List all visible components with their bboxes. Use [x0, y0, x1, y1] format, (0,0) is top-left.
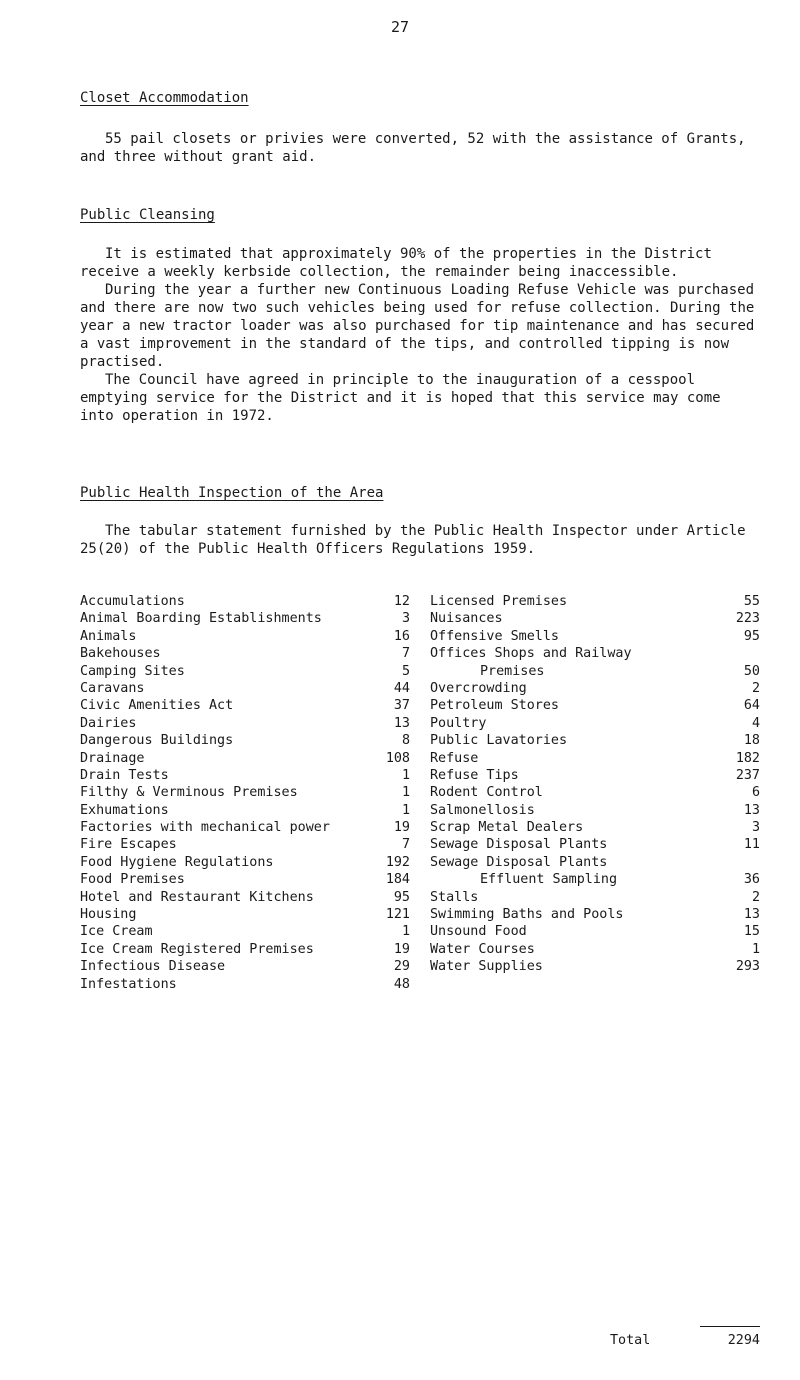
- row-label: Bakehouses: [80, 646, 161, 662]
- row-label: Water Courses: [430, 941, 535, 957]
- table-row: [430, 767, 760, 784]
- table-row: [430, 610, 760, 627]
- table-row: [430, 680, 760, 697]
- row-value: 7: [401, 646, 410, 662]
- row-value: 223: [735, 611, 760, 627]
- table-row: [430, 941, 760, 958]
- cleansing-heading: Public Cleansing: [80, 207, 215, 223]
- row-label: Drain Tests: [80, 767, 169, 783]
- total-row: [430, 1332, 760, 1349]
- table-row: [430, 715, 760, 732]
- row-value: 19: [393, 820, 410, 836]
- cleansing-paragraph-3: The Council have agreed in principle to the inauguration of a cesspool emptying service for the District and it is hoped that this service may come into operation in 1972.: [80, 372, 721, 424]
- row-value: 13: [743, 802, 760, 818]
- row-value: 19: [393, 941, 410, 957]
- row-value: 184: [385, 872, 410, 888]
- row-value: 182: [735, 750, 760, 766]
- cleansing-body: [80, 245, 760, 425]
- row-label: Swimming Baths and Pools: [430, 907, 624, 923]
- table-row: [430, 628, 760, 645]
- table-row: [80, 680, 410, 697]
- row-value: 3: [751, 820, 760, 836]
- table-row: [430, 923, 760, 940]
- row-label: Petroleum Stores: [430, 698, 559, 714]
- row-value: 13: [393, 715, 410, 731]
- table-row: [80, 906, 410, 923]
- row-value: 2: [751, 889, 760, 905]
- row-label: Drainage: [80, 750, 145, 766]
- row-label: Offensive Smells: [430, 628, 559, 644]
- row-label: Food Hygiene Regulations: [80, 854, 274, 870]
- table-row: [80, 958, 410, 975]
- row-label: Caravans: [80, 680, 145, 696]
- cleansing-paragraph-2: During the year a further new Continuous Loading Refuse Vehicle was purchased and there are now two such vehicles being used for refuse collection. During the year a new tractor loader was also purchased for tip maintenance and has secured a vast improvement in the standard of the tips, and controlled tipping is now practised.: [80, 282, 755, 370]
- table-row: [430, 889, 760, 906]
- row-value: 293: [735, 959, 760, 975]
- table-row: [430, 697, 760, 714]
- row-label: Sewage Disposal Plants: [430, 837, 608, 853]
- table-row: [430, 906, 760, 923]
- row-label: Refuse Tips: [430, 767, 519, 783]
- table-row: [80, 610, 410, 627]
- total-label: Total: [610, 1333, 651, 1348]
- table-row: [430, 750, 760, 767]
- row-value: 8: [401, 733, 410, 749]
- row-label: Infectious Disease: [80, 959, 226, 975]
- row-label: Food Premises: [80, 872, 185, 888]
- row-label: Public Lavatories: [430, 733, 568, 749]
- row-value: 2: [751, 680, 760, 696]
- row-label: Overcrowding: [430, 680, 527, 696]
- row-value: 50: [743, 663, 760, 679]
- closet-body: [80, 130, 760, 166]
- row-value: 6: [751, 785, 760, 801]
- table-row: [80, 767, 410, 784]
- row-label: Exhumations: [80, 802, 169, 818]
- row-label: Sewage Disposal Plants: [430, 854, 608, 870]
- row-value: 4: [751, 715, 760, 731]
- table-row: [430, 854, 760, 871]
- row-label: Camping Sites: [80, 663, 185, 679]
- row-label: Unsound Food: [430, 924, 527, 940]
- row-value: 44: [393, 680, 410, 696]
- closet-heading: Closet Accommodation: [80, 90, 249, 106]
- table-row: [80, 732, 410, 749]
- table-row: [80, 819, 410, 836]
- row-label: Rodent Control: [430, 785, 543, 801]
- row-label: Accumulations: [80, 594, 185, 609]
- row-label: Civic Amenities Act: [80, 698, 234, 714]
- row-value: 3: [401, 611, 410, 627]
- row-label: Ice Cream: [80, 924, 153, 940]
- inspection-body: [80, 522, 760, 558]
- table-row: [80, 628, 410, 645]
- row-value: 192: [385, 854, 410, 870]
- table-row: [430, 663, 760, 680]
- row-label: Fire Escapes: [80, 837, 177, 853]
- table-row: [80, 645, 410, 662]
- row-value: 37: [393, 698, 410, 714]
- row-value: 95: [743, 628, 760, 644]
- page-number: 27: [390, 18, 410, 36]
- row-value: 5: [401, 663, 410, 679]
- table-row: [430, 784, 760, 801]
- table-row: [80, 923, 410, 940]
- row-value: 108: [385, 750, 410, 766]
- row-value: 121: [385, 907, 410, 923]
- row-value: 1: [401, 924, 410, 940]
- row-value: 1: [751, 941, 760, 957]
- table-row: [430, 802, 760, 819]
- row-value: 1: [401, 767, 410, 783]
- total-rule: [700, 1326, 760, 1327]
- row-label: Offices Shops and Railway: [430, 646, 632, 662]
- table-row: [80, 784, 410, 801]
- closet-paragraph: 55 pail closets or privies were converted, 52 with the assistance of Grants, and three without grant aid.: [80, 131, 746, 165]
- row-value: 11: [743, 837, 760, 853]
- row-label: Ice Cream Registered Premises: [80, 941, 314, 957]
- table-row: [80, 854, 410, 871]
- row-value: 16: [393, 628, 410, 644]
- table-row: [80, 976, 410, 993]
- row-label: Water Supplies: [430, 959, 543, 975]
- row-value: 36: [743, 872, 760, 888]
- row-value: 12: [393, 594, 410, 609]
- row-value: 1: [401, 785, 410, 801]
- table-row: [80, 750, 410, 767]
- row-label: Poultry: [430, 715, 487, 731]
- table-row: [80, 593, 410, 610]
- row-label: Salmonellosis: [430, 802, 535, 818]
- table-row: [80, 889, 410, 906]
- row-label: Infestations: [80, 976, 177, 992]
- row-label: Refuse: [430, 750, 479, 766]
- table-row: [80, 715, 410, 732]
- table-row: [430, 732, 760, 749]
- row-value: 95: [393, 889, 410, 905]
- row-label: Effluent Sampling: [480, 872, 618, 888]
- row-label: Filthy & Verminous Premises: [80, 785, 298, 801]
- row-value: 29: [393, 959, 410, 975]
- table-row: [430, 958, 760, 975]
- table-row: [430, 645, 760, 662]
- table-row: [80, 697, 410, 714]
- row-value: 55: [743, 594, 760, 609]
- row-label: Hotel and Restaurant Kitchens: [80, 889, 314, 905]
- row-value: 48: [393, 976, 410, 992]
- table-row: [80, 663, 410, 680]
- row-label: Dairies: [80, 715, 137, 731]
- row-value: 18: [743, 733, 760, 749]
- table-row: [430, 593, 760, 610]
- left-column: [80, 593, 410, 993]
- row-value: 15: [743, 924, 760, 940]
- row-label: Factories with mechanical power: [80, 820, 330, 836]
- row-label: Licensed Premises: [430, 594, 568, 609]
- table-row: [80, 941, 410, 958]
- right-column: [430, 593, 760, 976]
- row-value: 64: [743, 698, 760, 714]
- inspection-paragraph: The tabular statement furnished by the Public Health Inspector under Article 25(20) of the Public Health Officers Regulations 1959.: [80, 523, 746, 557]
- table-row: [430, 871, 760, 888]
- table-row: [80, 871, 410, 888]
- row-value: 1: [401, 802, 410, 818]
- row-value: 13: [743, 907, 760, 923]
- row-label: Scrap Metal Dealers: [430, 820, 584, 836]
- table-row: [430, 836, 760, 853]
- inspection-heading: Public Health Inspection of the Area: [80, 485, 384, 501]
- row-label: Stalls: [430, 889, 479, 905]
- row-label: Dangerous Buildings: [80, 733, 234, 749]
- cleansing-paragraph-1: It is estimated that approximately 90% of the properties in the District receive a weekly kerbside collection, the remainder being inaccessible.: [80, 246, 712, 280]
- row-label: Premises: [480, 663, 545, 679]
- table-row: [430, 819, 760, 836]
- row-label: Animal Boarding Establishments: [80, 611, 322, 627]
- row-value: 237: [735, 767, 760, 783]
- table-row: [80, 836, 410, 853]
- row-label: Nuisances: [430, 611, 503, 627]
- row-value: 7: [401, 837, 410, 853]
- row-label: Housing: [80, 907, 137, 923]
- total-value: 2294: [727, 1333, 760, 1348]
- table-row: [80, 802, 410, 819]
- row-label: Animals: [80, 628, 137, 644]
